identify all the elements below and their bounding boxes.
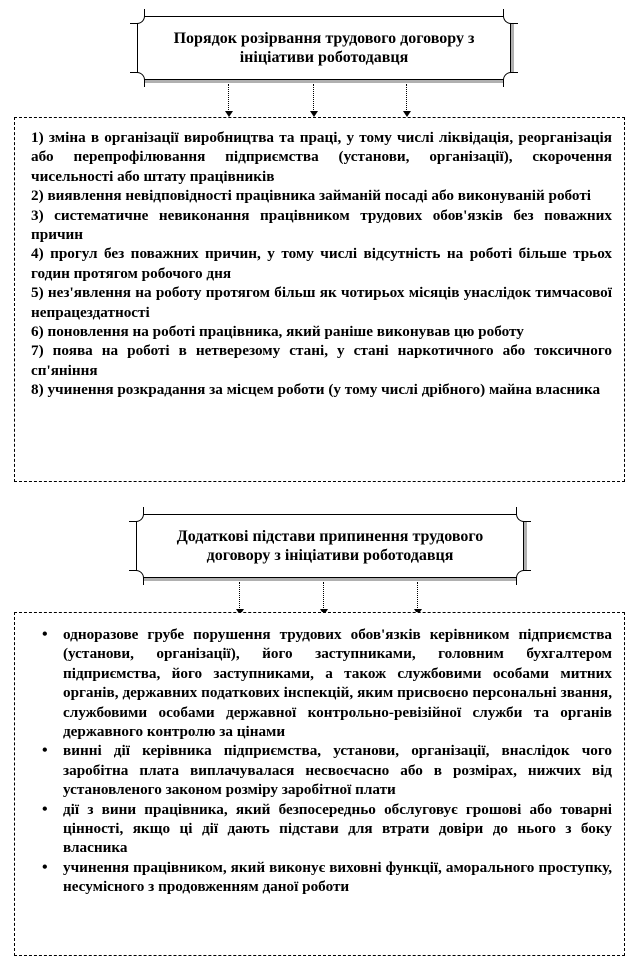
scroll-corner: [503, 72, 518, 87]
arrow-down: [239, 582, 240, 610]
scroll-corner: [516, 507, 531, 522]
arrow-down: [406, 84, 407, 112]
ground-item-2: 2) виявлення невідповідності працівника займаній посаді або виконуваній роботі: [31, 187, 592, 205]
additional-grounds-box: [14, 612, 625, 956]
ground-item-4: 4) прогул без поважних причин, у тому числі відсутність на роботі більше трьох годин протягом робочого дня: [31, 245, 612, 282]
arrow-down: [417, 582, 418, 610]
ground-item-6: 6) поновлення на роботі працівника, який раніше виконував цю роботу: [31, 323, 524, 341]
grounds-list-box: [14, 117, 625, 482]
additional-ground-item-3: • дії з вини працівника, який безпосередньо обслуговує грошові або товарні цінності, якщо ці дії дають підстави для втрати довіри до нього з боку власника: [41, 800, 612, 858]
scroll-corner: [130, 9, 145, 24]
additional-ground-item-1: • одноразове грубе порушення трудових обов'язків керівником підприємства (установи, організації), його заступниками, головним бухгалтером підприємства, його заступниками, а також службовими особами митних органів, державних податкових інспекцій, яким присвоєно персональні звання, службовими особами державної контрольно-ревізійної служби та органів державного контролю за цінами: [41, 625, 612, 741]
scroll-corner: [129, 507, 144, 522]
scroll-corner: [130, 72, 145, 87]
arrow-down: [323, 582, 324, 610]
ground-item-8: 8) учинення розкрадання за місцем роботи (у тому числі дрібного) майна власника: [31, 381, 601, 399]
arrow-down: [228, 84, 229, 112]
ground-item-7: 7) поява на роботі в нетверезому стані, у стані наркотичного або токсичного сп'яніння: [31, 342, 612, 379]
ground-item-3: 3) систематичне невиконання працівником трудових обов'язків без поважних причин: [31, 206, 612, 244]
title-text: Порядок розірвання трудового договору з ініціативи роботодавця: [173, 30, 475, 66]
title-box-termination-procedure: [137, 16, 511, 80]
title-text: Додаткові підстави припинення трудового договору з ініціативи роботодавця: [176, 528, 484, 564]
scroll-corner: [129, 570, 144, 585]
title-box-additional-grounds: [136, 514, 524, 578]
additional-ground-item-2: • винні дії керівника підприємства, установи, організації, внаслідок чого заробітна плата виплачувалася несвоєчасно або в розмірах, нижчих від установленого законом розміру заробітної плати: [41, 741, 612, 799]
scroll-corner: [503, 9, 518, 24]
additional-ground-item-4: • учинення працівником, який виконує виховні функції, аморального проступку, несумісного з продовженням даної роботи: [41, 858, 612, 897]
ground-item-1: 1) зміна в організації виробництва та праці, у тому числі ліквідація, реорганізація або перепрофілювання підприємства (установи, організації), скорочення чисельності або штату працівників: [31, 129, 612, 185]
ground-item-5: 5) нез'явлення на роботу протягом більш як чотирьох місяців унаслідок тимчасової непрацездатності: [31, 284, 612, 321]
arrow-down: [313, 84, 314, 112]
scroll-corner: [516, 570, 531, 585]
